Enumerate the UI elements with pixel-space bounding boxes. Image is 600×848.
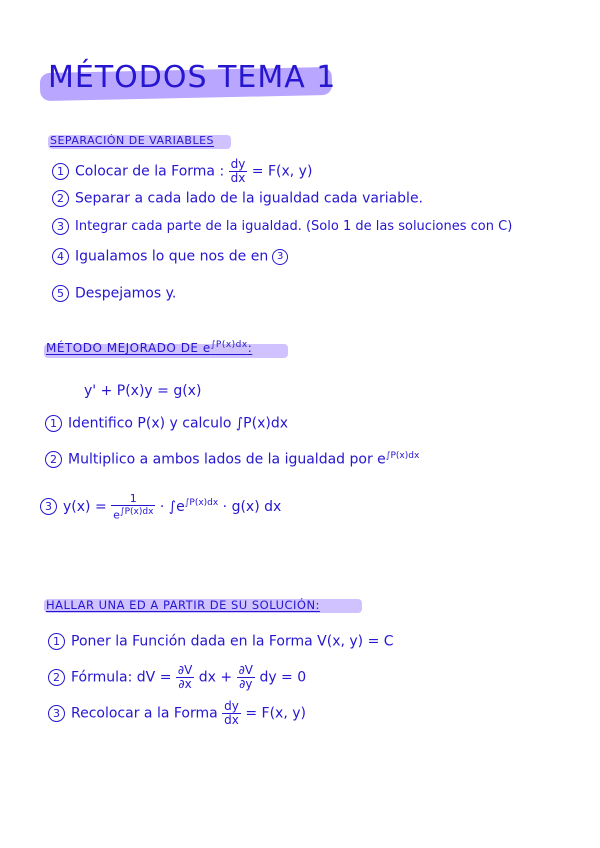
- section-heading-metodo-mejorado: [46, 340, 252, 355]
- exponent: ∫P(x)dx: [119, 507, 154, 517]
- step-number: 4: [52, 248, 69, 265]
- fraction: [237, 664, 255, 691]
- list-item: [48, 664, 306, 691]
- list-item: [40, 492, 281, 522]
- step-number: 3: [52, 218, 69, 235]
- step-number: 1: [52, 163, 69, 180]
- list-item: [52, 285, 176, 302]
- step-number: 2: [52, 190, 69, 207]
- item-text: Separar a cada lado de la igualdad cada variable.: [75, 190, 424, 207]
- item-text: Colocar de la Forma :: [75, 163, 225, 180]
- item-text: = F(x, y): [245, 705, 306, 722]
- list-item: [48, 633, 394, 650]
- fraction-numerator: ∂V: [177, 663, 193, 677]
- item-text: Fórmula: dV =: [71, 669, 172, 686]
- item-text: = F(x, y): [251, 163, 313, 180]
- heading-text: MÉTODO MEJORADO DE e: [46, 341, 211, 355]
- fraction-denominator: ∂y: [239, 677, 253, 691]
- fraction: [222, 700, 241, 727]
- list-item: [52, 248, 288, 265]
- fraction-numerator: dy: [230, 157, 246, 171]
- fraction-numerator: ∂V: [238, 663, 253, 677]
- fraction: [111, 492, 155, 522]
- item-text: Recolocar a la Forma: [71, 705, 218, 722]
- fraction: [229, 158, 248, 185]
- fraction-denominator: ∂x: [178, 677, 192, 691]
- item-text: Poner la Función dada en la Forma V(x, y) = C: [71, 633, 394, 650]
- list-item: [45, 415, 288, 432]
- formula-mid: · ∫e: [159, 498, 185, 515]
- exponent: ∫P(x)dx: [385, 451, 420, 461]
- fraction-denominator: dx: [224, 713, 239, 727]
- fraction-denominator: dx: [230, 171, 246, 185]
- heading-end: :: [247, 341, 253, 355]
- heading-exponent: ∫P(x)dx: [210, 340, 248, 350]
- item-text: Identifico P(x) y calculo ∫P(x)dx: [68, 415, 289, 432]
- equation: y' + P(x)y = g(x): [84, 383, 202, 399]
- step-number: 5: [52, 285, 69, 302]
- fraction-numerator: 1: [111, 492, 155, 506]
- page-title: MÉTODOS TEMA 1: [48, 60, 337, 95]
- item-text: Despejamos y.: [75, 285, 177, 302]
- base: e: [113, 508, 120, 522]
- section-heading-hallar-ed: HALLAR UNA ED A PARTIR DE SU SOLUCIÓN:: [46, 598, 320, 612]
- list-item: [52, 158, 312, 185]
- fraction-numerator: dy: [224, 699, 239, 713]
- item-text: Integrar cada parte de la igualdad. (Solo 1 de las soluciones con C): [75, 219, 513, 234]
- step-number: 3: [48, 705, 65, 722]
- exponent: ∫P(x)dx: [184, 498, 219, 509]
- list-item: [52, 190, 423, 207]
- list-item: [48, 700, 306, 727]
- step-number: 2: [45, 451, 62, 468]
- step-number: 1: [48, 633, 65, 650]
- formula-text: dx +: [198, 669, 233, 686]
- fraction-denominator: [111, 506, 155, 522]
- item-text: Igualamos lo que nos de en: [75, 248, 269, 265]
- formula-tail: · g(x) dx: [222, 498, 282, 515]
- step-number: 2: [48, 669, 65, 686]
- item-text: Multiplico a ambos lados de la igualdad por e: [68, 451, 386, 468]
- fraction: [176, 664, 194, 691]
- step-number: 1: [45, 415, 62, 432]
- formula-lhs: y(x) =: [63, 498, 107, 515]
- list-item: [52, 218, 512, 235]
- section-heading-separacion: SEPARACIÓN DE VARIABLES: [50, 134, 215, 147]
- step-reference: 3: [272, 249, 288, 265]
- list-item: [45, 451, 419, 468]
- step-number: 3: [40, 498, 57, 515]
- formula-text: dy = 0: [259, 669, 307, 686]
